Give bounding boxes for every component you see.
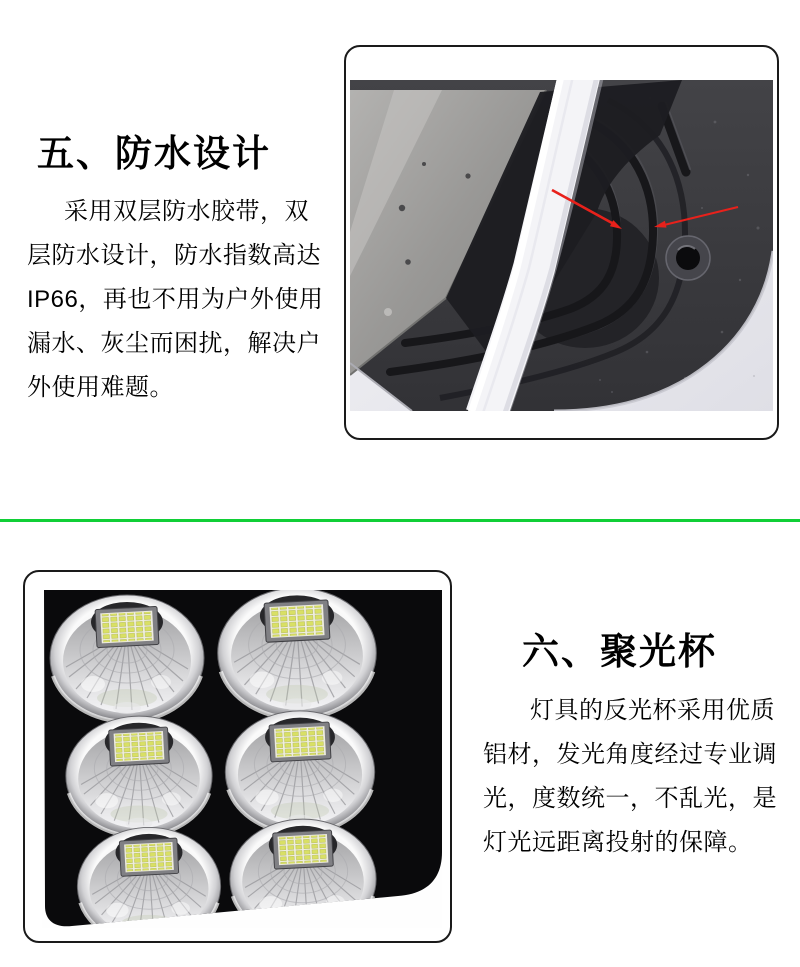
body-line: IP66，再也不用为户外使用: [27, 286, 324, 313]
screw-hole: [666, 236, 710, 280]
body-line: 灯具的反光杯采用优质: [530, 697, 775, 724]
body-line: 外使用难题。: [27, 374, 174, 401]
section-waterproof-body: [27, 190, 357, 410]
waterproof-photo-frame: [344, 45, 779, 440]
reflector-cup: [50, 595, 204, 722]
section-waterproof-title: 五、防水设计: [37, 133, 271, 174]
section-reflector-title: 六、聚光杯: [522, 631, 717, 672]
body-line: 漏水、灰尘而困扰，解决户: [27, 330, 321, 357]
reflector-cup: [218, 590, 377, 718]
body-line: 铝材，发光角度经过专业调: [483, 741, 777, 768]
green-divider-line: [0, 519, 800, 522]
reflector-cups-photo: [42, 590, 442, 928]
body-line: 层防水设计，防水指数高达: [27, 242, 321, 269]
reflector-cup: [66, 716, 212, 836]
reflector-cup: [225, 711, 374, 834]
waterproof-gasket-photo: [350, 80, 773, 411]
section-reflector-body: [483, 689, 800, 865]
body-line: 光，度数统一，不乱光，是: [483, 785, 777, 812]
body-line: 采用双层防水胶带，双: [64, 198, 309, 225]
reflector-photo-frame: [23, 570, 452, 943]
body-line: 灯光远距离投射的保障。: [483, 829, 753, 856]
